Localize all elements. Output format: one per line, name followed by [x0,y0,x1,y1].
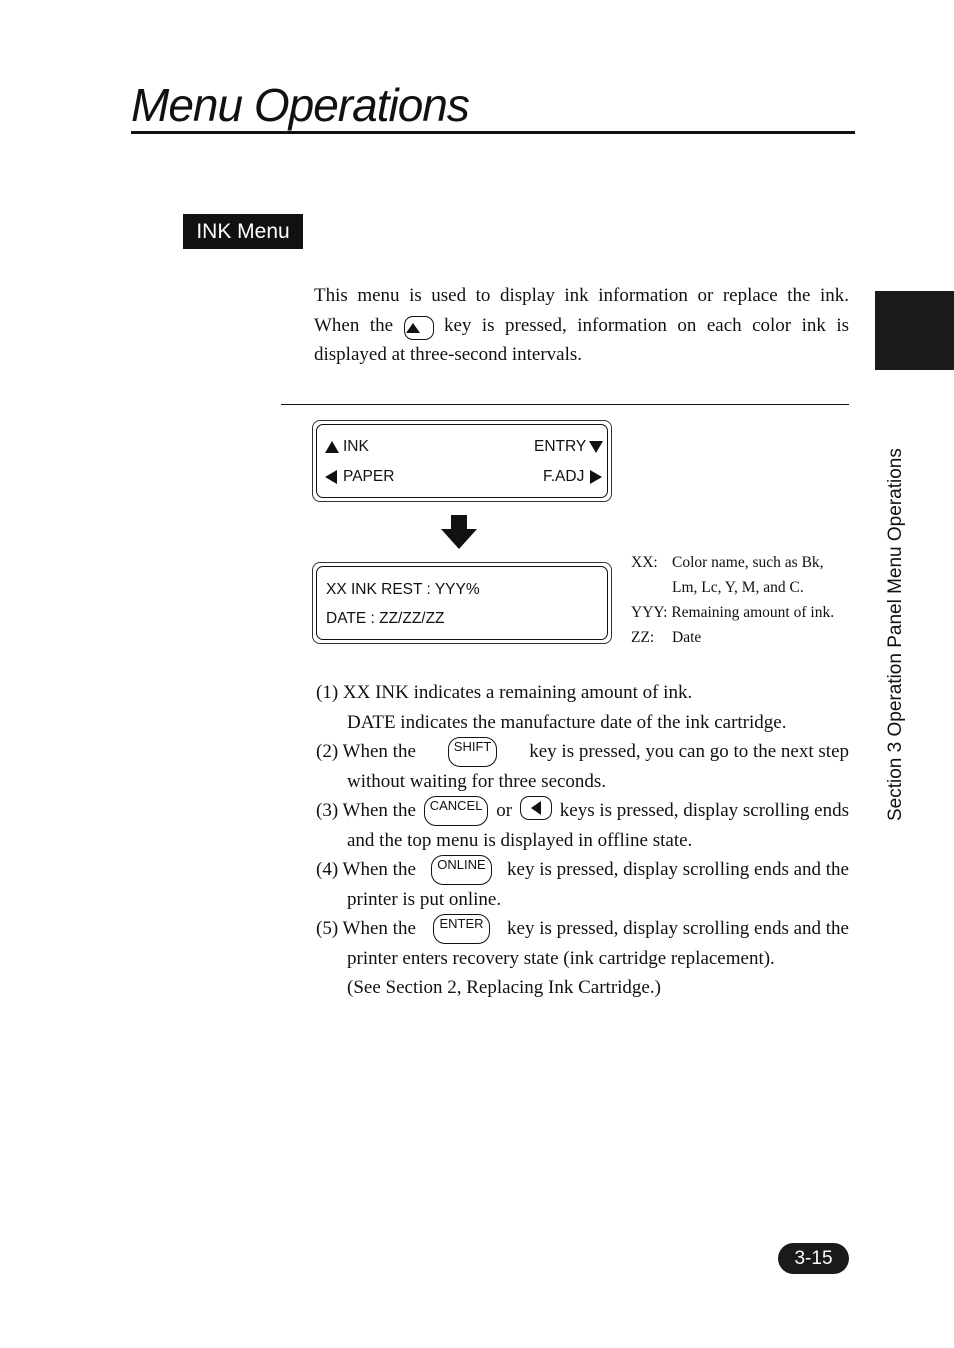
list-item-4-cont: printer is put online. [347,888,502,910]
shift-key: SHIFT [448,737,498,767]
list-item-2-b: key is pressed, you can go to the next step [529,741,849,762]
up-arrow-icon [405,322,421,334]
cancel-key: CANCEL [424,796,489,826]
lcd-paper-label: PAPER [343,468,395,485]
note-xx-key: XX: [631,554,658,571]
down-triangle-icon [589,441,603,453]
lcd-top-frame [316,424,608,498]
list-item-4-b: key is pressed, display scrolling ends and the [507,859,849,880]
lcd-date-line: DATE : ZZ/ZZ/ZZ [326,610,445,627]
intro-line-2b: key is pressed, information on each color ink is [443,314,850,336]
note-zz-value: Date [672,629,702,646]
down-arrow-icon [441,515,477,549]
section-tab-marker [875,291,954,370]
lcd-ink-info [312,562,612,644]
note-zz-key: ZZ: [631,629,655,646]
list-item-2 [316,737,849,767]
list-item-1-cont: DATE indicates the manufacture date of the ink cartridge. [347,711,787,733]
divider-rule [281,404,849,405]
list-item-5-ref: (See Section 2, Replacing Ink Cartridge.) [347,977,661,998]
note-xx-value-1: Color name, such as Bk, [672,554,824,571]
section-badge: INK Menu [183,214,303,249]
item-list [316,678,849,1003]
intro-paragraph [314,281,849,370]
side-section-label-text: Section 3 Operation Panel Menu Operations [885,448,906,821]
online-key: ONLINE [431,855,491,885]
left-arrow-icon [530,801,542,815]
enter-key: ENTER [433,914,489,944]
right-triangle-icon [590,470,602,484]
list-item-2-cont: without waiting for three seconds. [347,770,607,792]
lcd-fadj-label: F.ADJ [543,468,585,485]
list-item-4-a: (4) When the [316,859,416,880]
lcd-bottom-frame [316,566,608,640]
lcd-ink-label: INK [343,438,369,455]
intro-line-3: displayed at three-second intervals. [314,344,583,365]
list-item-3-cont: and the top menu is displayed in offline state. [347,829,693,851]
list-item-5-a: (5) When the [316,918,416,939]
lcd-entry-label: ENTRY [534,438,587,455]
lcd-top-menu [312,420,612,502]
lcd-ink-rest-line: XX INK REST : YYY% [326,581,480,598]
title-rule [131,131,855,134]
left-key [520,796,552,820]
list-item-5-b: key is pressed, display scrolling ends and the [507,918,849,939]
page-title: Menu Operations [131,79,469,131]
list-item-5-cont: printer enters recovery state (ink cartridge replacement). [347,947,775,969]
intro-line-1: This menu is used to display ink information or replace the ink. [314,285,849,306]
page-number: 3-15 [778,1243,849,1274]
list-item-1: (1) XX INK indicates a remaining amount of ink. [316,682,693,703]
note-xx-value-2: Lm, Lc, Y, M, and C. [672,579,804,596]
intro-line-2a: When the [314,314,394,336]
list-item-3 [316,796,849,826]
side-section-label [885,380,915,825]
up-key [404,316,434,340]
note-yyy: YYY: Remaining amount of ink. [631,604,835,621]
list-item-3-or: or [496,800,513,821]
list-item-3-a: (3) When the [316,800,416,821]
list-item-2-a: (2) When the [316,741,416,762]
left-triangle-icon [325,470,337,484]
intro-line-2 [314,311,849,341]
list-item-4 [316,855,849,885]
list-item-5 [316,914,849,944]
up-triangle-icon [325,441,339,453]
list-item-3-b: keys is pressed, display scrolling ends [559,800,849,821]
